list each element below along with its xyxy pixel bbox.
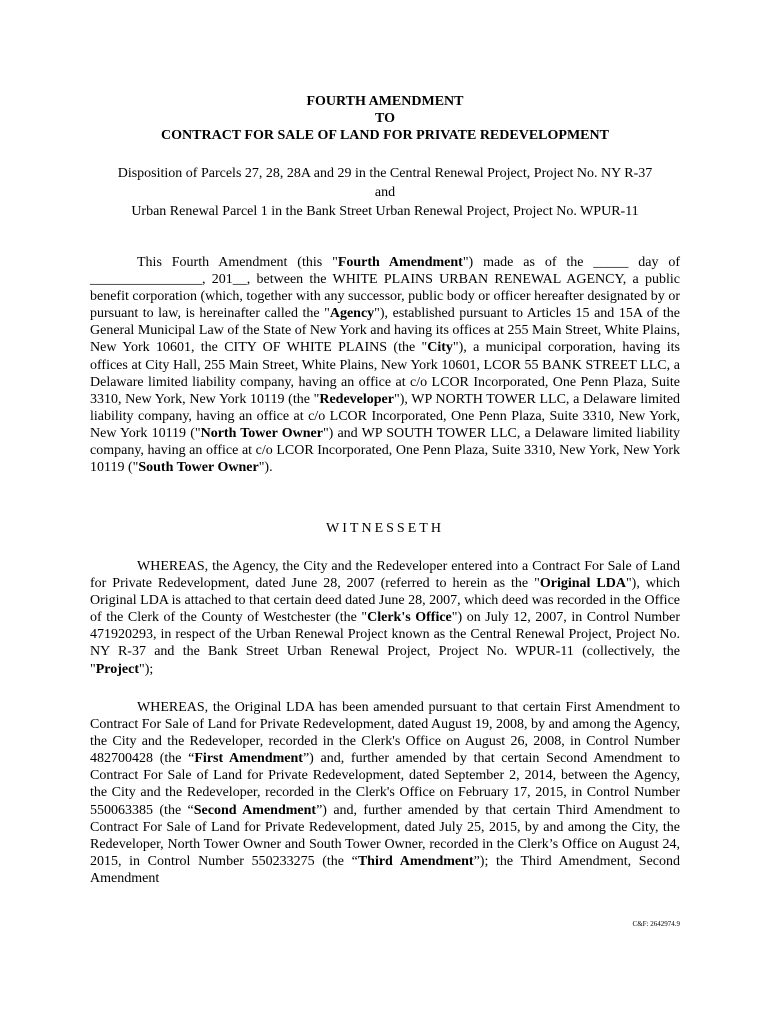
text-run: This Fourth Amendment (this " — [137, 255, 338, 270]
text-run: WHEREAS, the Original LDA has been amended pursuant to that certain First Amendment to Contract For Sale of Land for Private Redevelopment, dated August 19, 2008, by and among the Agency, the City and the Redeveloper, recorded in the Clerk's Office on August 26, 2008, in Control Number 482700428 (the “ — [90, 700, 680, 767]
witnesseth-heading: WITNESSETH — [326, 521, 444, 536]
document-title — [90, 93, 680, 144]
title-line-3: CONTRACT FOR SALE OF LAND FOR PRIVATE REDEVELOPMENT — [161, 128, 609, 143]
disposition-line-1: Disposition of Parcels 27, 28, 28A and 29 in the Central Renewal Project, Project No. NY R-37 — [117, 166, 653, 181]
text-run: "), which Original LDA is attached to that certain deed dated June 28, 2007, which deed was recorded in the Office of the Clerk of the County of Westchester (the " — [90, 576, 681, 626]
text-run: "), a municipal corporation, having its offices at City Hall, 255 Main Street, White Plains, New York 10601, LCOR 55 BANK STREET LLC, a Delaware limited liability company, having an office at c/o LCOR Incorporated, One Penn Plaza, Suite 3310, New York, New York 10119 (the " — [90, 340, 680, 407]
defined-term: City — [427, 340, 453, 356]
defined-term: Original LDA — [539, 576, 626, 592]
text-run: ") made as of the _____ day of ________________, 201__, between the WHITE PLAINS URBAN RENEWAL AGENCY, a public benefit corporation (which, together with any successor, public body or officer hereafter designated by or pursuant to law, is hereinafter called the " — [90, 255, 680, 322]
text-run: ") and WP SOUTH TOWER LLC, a Delaware limited liability company, having an office at c/o LCOR Incorporated, One Penn Plaza, Suite 3310, New York, New York 10119 (" — [90, 425, 680, 476]
text-run: "). — [258, 460, 273, 476]
defined-term: Clerk's Office — [367, 610, 452, 626]
text-run: ”) and, further amended by that certain Third Amendment to Contract For Sale of Land for Private Redevelopment, dated July 25, 2015, by and among the City, the Redeveloper, North Tower Owner and South Tower Owner, recorded in the Clerk’s Office on August 24, 2015, in Control Number 550233275 (the “ — [90, 802, 681, 869]
defined-term: Second Amendment — [193, 802, 317, 818]
text-run: ") on July 12, 2007, in Control Number 471920293, in respect of the Urban Renewal Project known as the Central Renewal Project, Project No. NY R-37 and the Bank Street Urban Renewal Project, Project No. WPUR-11 (collectively, the " — [90, 610, 680, 677]
paragraph-parties — [90, 254, 680, 476]
defined-term: Redeveloper — [319, 391, 394, 407]
defined-term: Third Amendment — [357, 853, 474, 869]
paragraph-whereas-1 — [90, 558, 680, 678]
text-run: "), established pursuant to Articles 15 and 15A of the General Municipal Law of the State of New York and having its offices at 255 Main Street, White Plains, New York 10601, the CITY OF WHITE PLAINS (the " — [90, 306, 680, 356]
text-run: ”) and, further amended by that certain Second Amendment to Contract For Sale of Land for Private Redevelopment, dated September 2, 2014, between the Agency, the City and the Redeveloper, recorded in the Clerk's Office on February 17, 2015, in Control Number 550063385 (the “ — [90, 751, 681, 818]
defined-term: North Tower Owner — [200, 425, 323, 441]
defined-term: Project — [95, 661, 139, 677]
text-run: ”); the Third Amendment, Second Amendment — [90, 853, 680, 886]
disposition-block — [90, 164, 680, 221]
defined-term: Agency — [329, 306, 375, 322]
title-line-2: TO — [375, 111, 395, 126]
defined-term: Fourth Amendment — [337, 255, 463, 270]
disposition-line-3: Urban Renewal Parcel 1 in the Bank Street Urban Renewal Project, Project No. WPUR-11 — [131, 204, 639, 219]
text-run: "); — [138, 661, 154, 677]
document-footer-id: C&F: 2642974.9 — [632, 920, 680, 928]
disposition-line-2: and — [374, 185, 396, 200]
text-run: "), WP NORTH TOWER LLC, a Delaware limited liability company, having an office at c/o LCOR Incorporated, One Penn Plaza, Suite 3310, New York, New York 10119 (" — [90, 391, 680, 441]
text-run: WHEREAS, the Agency, the City and the Redeveloper entered into a Contract For Sale of Land for Private Redevelopment, dated June 28, 2007 (referred to herein as the " — [90, 559, 680, 592]
paragraph-whereas-2 — [90, 699, 680, 887]
defined-term: South Tower Owner — [138, 460, 259, 476]
defined-term: First Amendment — [194, 751, 303, 767]
title-line-1: FOURTH AMENDMENT — [306, 94, 464, 109]
